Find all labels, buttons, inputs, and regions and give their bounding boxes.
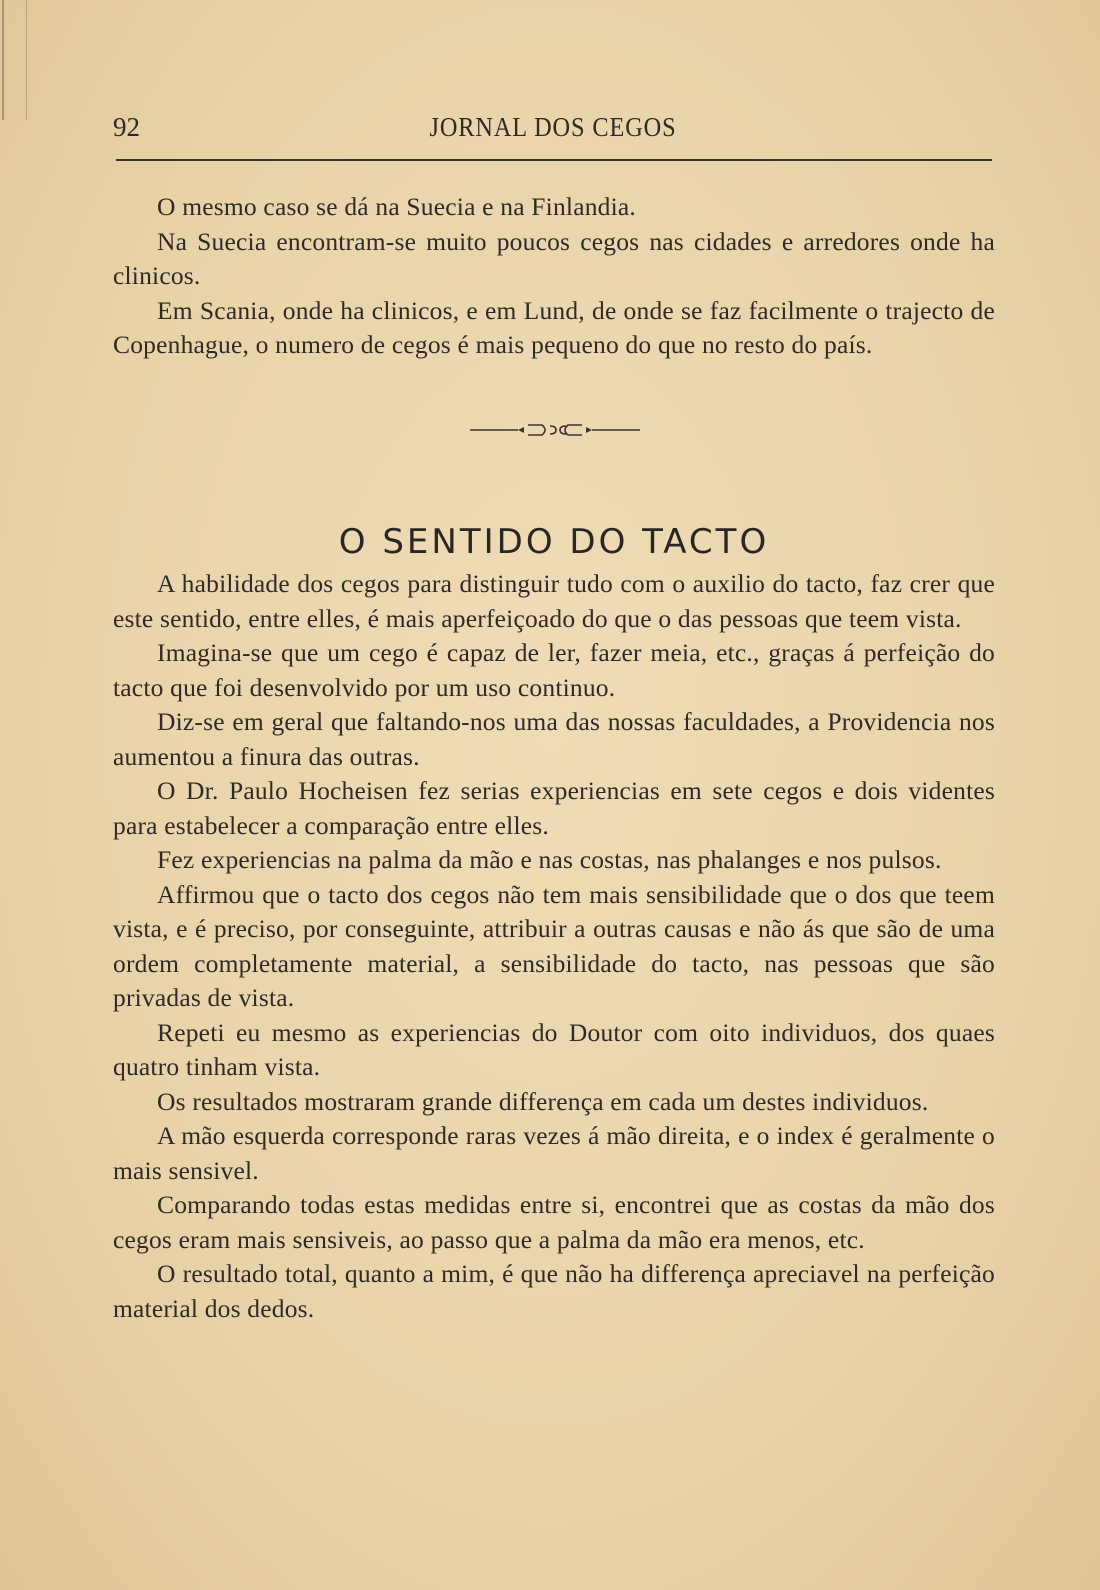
header-rule: [116, 159, 992, 161]
article-text-block: [113, 567, 995, 1326]
intro-text-block: [113, 190, 995, 363]
paragraph: Comparando todas estas medidas entre si, encontrei que as costas da mão dos cegos eram mais sensiveis, ao passo que a palma da mão era menos, etc.: [113, 1190, 995, 1254]
paragraph: Diz-se em geral que faltando-nos uma das nossas faculdades, a Providencia nos aumentou a finura das outras.: [113, 707, 995, 771]
paragraph: Os resultados mostraram grande differença em cada um destes individuos.: [157, 1086, 929, 1116]
section-divider-ornament: [470, 420, 640, 440]
paragraph: O mesmo caso se dá na Suecia e na Finlandia.: [157, 192, 636, 221]
paragraph: Imagina-se que um cego é capaz de ler, fazer meia, etc., graças á perfeição do tacto que foi desenvolvido por um uso continuo.: [113, 638, 995, 702]
journal-title: JORNAL DOS CEGOS: [429, 112, 677, 142]
page-number: 92: [113, 112, 140, 142]
paragraph: A habilidade dos cegos para distinguir tudo com o auxilio do tacto, faz crer que este sentido, entre elles, é mais aperfeiçoado do que o das pessoas que teem vista.: [113, 569, 995, 633]
paragraph: Na Suecia encontram-se muito poucos cegos nas cidades e arredores onde ha clinicos.: [113, 226, 995, 290]
paragraph: Affirmou que o tacto dos cegos não tem mais sensibilidade que o dos que teem vista, e é preciso, por conseguinte, attribuir a outras causas e não ás que são de uma ordem completamente material, a sensibilidade do tacto, nas pessoas que são privadas de vista.: [113, 879, 995, 1012]
running-header: [113, 112, 993, 146]
paragraph: O Dr. Paulo Hocheisen fez serias experiencias em sete cegos e dois videntes para estabelecer a comparação entre elles.: [113, 776, 995, 840]
paragraph: Em Scania, onde ha clinicos, e em Lund, de onde se faz facilmente o trajecto de Copenhague, o numero de cegos é mais pequeno do que no resto do país.: [113, 295, 995, 359]
binding-edge-mark: [2, 0, 27, 120]
paragraph: A mão esquerda corresponde raras vezes á mão direita, e o index é geralmente o mais sensivel.: [113, 1121, 995, 1185]
paragraph: O resultado total, quanto a mim, é que não ha differença apreciavel na perfeição material dos dedos.: [113, 1259, 995, 1323]
section-title: O SENTIDO DO TACTO: [338, 522, 770, 563]
paragraph: Fez experiencias na palma da mão e nas costas, nas phalanges e nos pulsos.: [157, 845, 942, 874]
paragraph: Repeti eu mesmo as experiencias do Doutor com oito individuos, dos quaes quatro tinham vista.: [113, 1017, 995, 1081]
